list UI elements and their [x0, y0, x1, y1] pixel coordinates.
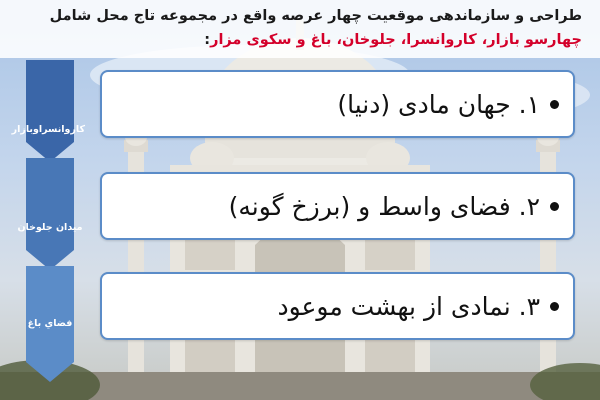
- list-item-1: [100, 70, 575, 138]
- chevron-column: [0, 0, 100, 400]
- bullet-icon: [550, 202, 559, 211]
- title-accent-text: چهارسو بازار، کاروانسرا، جلوخان، باغ و سکوی مزار: [210, 32, 582, 48]
- list-item-text: ۱. جهان مادی (دنیا): [337, 89, 540, 119]
- chevron-2: [26, 158, 74, 270]
- chevron-label-2: میدان جلوخان: [17, 222, 83, 233]
- chevron-label-1: کاروانسراوبازار: [11, 124, 85, 135]
- list-item-text: ۳. نمادی از بهشت موعود: [277, 291, 540, 321]
- bullet-icon: [550, 302, 559, 311]
- list-item-text: ۲. فضای واسط و (برزخ گونه): [228, 191, 540, 221]
- chevron-1: [26, 60, 74, 162]
- title-colon: :: [204, 32, 211, 48]
- list-item-3: [100, 272, 575, 340]
- list-item-2: [100, 172, 575, 240]
- chevron-label-3: فضاي باغ: [27, 318, 73, 329]
- title-line-1: طراحی و سازماندهی موقعیت چهار عرصه واقع در مجموعه تاج محل شامل: [49, 8, 582, 24]
- bullet-icon: [550, 100, 559, 109]
